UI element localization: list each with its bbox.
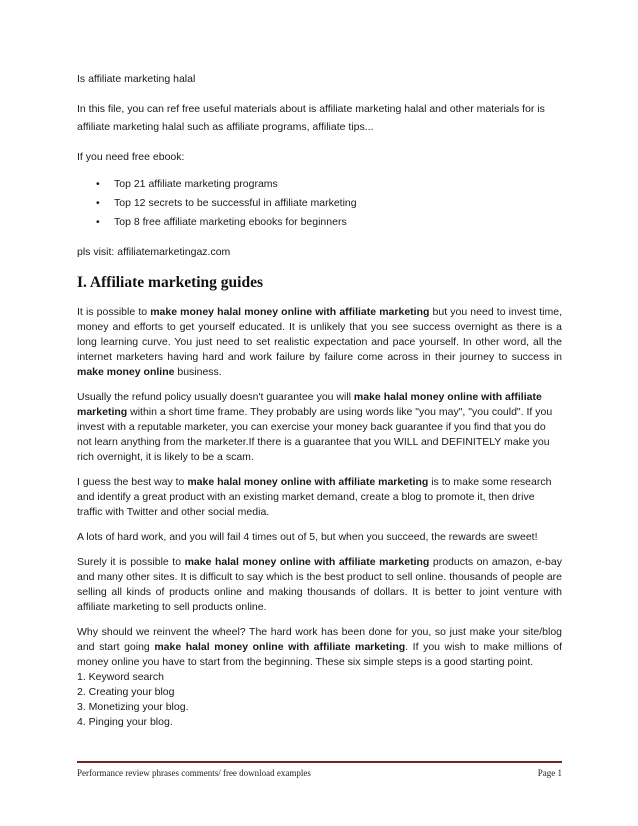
- list-item: [96, 215, 562, 230]
- paragraph-4: A lots of hard work, and you will fail 4 times out of 5, but when you succeed, the rewards are sweet!: [77, 531, 538, 543]
- bold-phrase: make halal money online with affiliate marketing: [187, 476, 429, 488]
- bold-phrase: make halal money online with affiliate marketing: [184, 556, 430, 568]
- text-run: It is possible to: [77, 306, 151, 318]
- section-heading: I. Affiliate marketing guides: [77, 274, 263, 291]
- bullet-dot-icon: •: [96, 216, 100, 228]
- footer-title: Performance review phrases comments/ free download examples: [77, 768, 311, 778]
- bullet-dot-icon: •: [96, 197, 100, 209]
- step-item: 2. Creating your blog: [77, 686, 175, 698]
- paragraph-5: [77, 555, 562, 615]
- bold-phrase: make money online: [77, 366, 175, 378]
- ebook-prompt: If you need free ebook:: [77, 151, 185, 163]
- paragraph-2: [77, 390, 562, 465]
- text-run: is to make some research and identify a great product with an existing market demand, create a blog to promote it, then drive traffic with Twitter and other social media.: [77, 476, 552, 518]
- list-item-text: Top 21 affiliate marketing programs: [114, 178, 278, 190]
- step-item: 1. Keyword search: [77, 671, 164, 683]
- text-run: products on amazon, e-bay and many other sites. It is difficult to say which is the best product to sell online. thousands of people are selling all kinds of products online and making thousands of dollars. It is better to joint venture with affiliate marketing to sell products online.: [77, 556, 562, 613]
- text-run: business.: [174, 366, 222, 378]
- step-item: 3. Monetizing your blog.: [77, 701, 189, 713]
- steps-list: [77, 670, 562, 730]
- list-item: [96, 196, 562, 211]
- document-title-line: Is affiliate marketing halal: [77, 73, 196, 85]
- list-item-text: Top 12 secrets to be successful in affiliate marketing: [114, 197, 357, 209]
- bold-phrase: make money halal money online with affiliate marketing: [150, 306, 430, 318]
- footer-divider: [77, 761, 562, 763]
- text-run: I guess the best way to: [77, 476, 188, 488]
- intro-line-1: In this file, you can ref free useful materials about is affiliate marketing halal and other materials for is: [77, 103, 545, 115]
- text-run: but you need to invest time, money and efforts to get yourself educated. It is unlikely that you see success overnight as there is a long learning curve. You just need to set realistic expectation and pace yourself. In other word, all the internet marketers having hard and work failure by failure come across in their journey to success in: [77, 306, 562, 363]
- ebook-list: [77, 177, 562, 230]
- text-run: Usually the refund policy usually doesn't guarantee you will: [77, 391, 354, 403]
- text-run: within a short time frame. They probably are using words like "you may", "you could". If you invest with a reputable marketer, you can exercise your money back guarantee if you find that you do not learn anything from the marketer.If there is a guarantee that you WILL and DEFINITELY make you rich overnight, it is likely to be a scam.: [77, 406, 553, 463]
- document-body: [77, 72, 562, 730]
- step-item: 4. Pinging your blog.: [77, 716, 173, 728]
- bold-phrase: make halal money online with affiliate marketing: [77, 391, 542, 418]
- list-item: [96, 177, 562, 192]
- intro-line-2: affiliate marketing halal such as affiliate programs, affiliate tips...: [77, 121, 374, 133]
- page-number: Page 1: [537, 768, 562, 778]
- visit-line: pls visit: affiliatemarketingaz.com: [77, 246, 231, 258]
- paragraph-1: [77, 305, 562, 380]
- bullet-dot-icon: •: [96, 178, 100, 190]
- list-item-text: Top 8 free affiliate marketing ebooks for beginners: [114, 216, 347, 228]
- paragraph-3: [77, 475, 562, 520]
- bold-phrase: make halal money online with affiliate marketing: [154, 641, 406, 653]
- text-run: Surely it is possible to: [77, 556, 185, 568]
- text-run: . If you wish to make millions of money online you have to start from the beginning. These six simple steps is a good starting point.: [77, 641, 563, 668]
- paragraph-6: [77, 625, 562, 670]
- text-run: Why should we reinvent the wheel? The hard work has been done for you, so just make your site/blog and start going: [77, 626, 562, 653]
